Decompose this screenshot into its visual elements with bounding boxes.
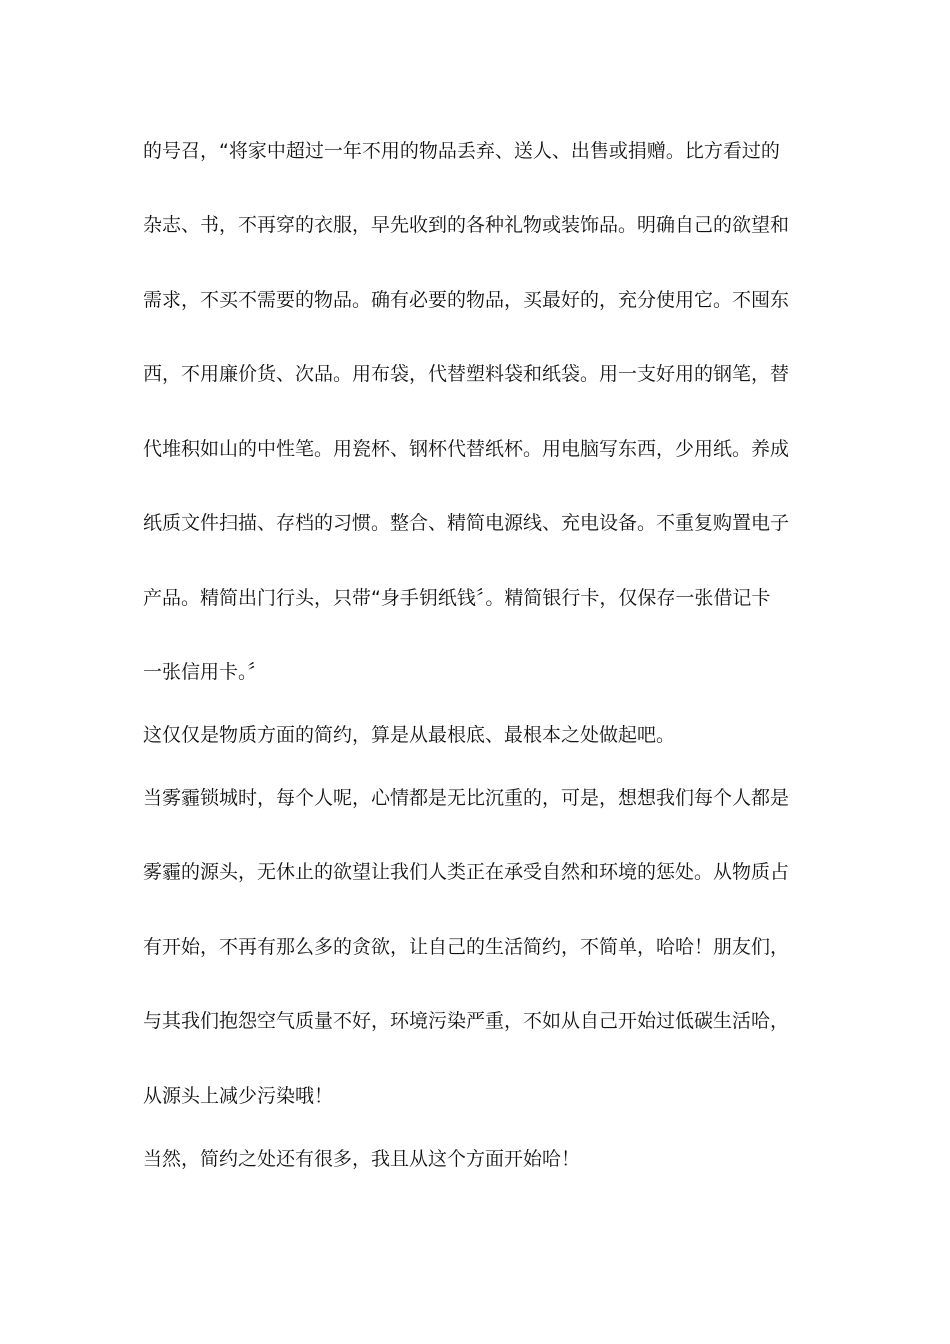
paragraph-4-line-1: 当然，简约之处还有很多，我且从这个方面开始哈！ [143, 1148, 581, 1170]
paragraph-3-line-1: 当雾霾锁城时，每个人呢，心情都是无比沉重的，可是，想想我们每个人都是 [143, 787, 790, 809]
paragraph-3-line-2: 雾霾的源头，无休止的欲望让我们人类正在承受自然和环境的惩处。从物质占 [143, 861, 790, 883]
paragraph-1-line-6: 纸质文件扫描、存档的习惯。整合、精简电源线、充电设备。不重复购置电子 [143, 512, 790, 534]
paragraph-1-line-1: 的号召，“将家中超过一年不用的物品丢弃、送人、出售或捐赠。比方看过的 [143, 140, 780, 162]
paragraph-3-line-5: 从源头上减少污染哦！ [143, 1085, 334, 1107]
paragraph-1-line-2: 杂志、书，不再穿的衣服，早先收到的各种礼物或装饰品。明确自己的欲望和 [143, 214, 790, 236]
paragraph-1-line-3: 需求，不买不需要的物品。确有必要的物品，买最好的，充分使用它。不囤东 [143, 289, 790, 311]
paragraph-1-line-7: 产品。精简出门行头，只带“身手钥纸钱〞。精简银行卡，仅保存一张借记卡 [143, 587, 771, 609]
paragraph-3-line-4: 与其我们抱怨空气质量不好，环境污染严重，不如从自己开始过低碳生活哈， [143, 1010, 790, 1032]
paragraph-1-line-5: 代堆积如山的中性笔。用瓷杯、钢杯代替纸杯。用电脑写东西，少用纸。养成 [143, 438, 790, 460]
paragraph-1-line-4: 西，不用廉价货、次品。用布袋，代替塑料袋和纸袋。用一支好用的钢笔，替 [143, 363, 790, 385]
paragraph-1-line-8: 一张信用卡。〞 [143, 661, 267, 683]
paragraph-3-line-3: 有开始，不再有那么多的贪欲，让自己的生活简约，不简单，哈哈！朋友们， [143, 936, 790, 958]
paragraph-2-line-1: 这仅仅是物质方面的简约，算是从最根底、最根本之处做起吧。 [143, 724, 676, 746]
